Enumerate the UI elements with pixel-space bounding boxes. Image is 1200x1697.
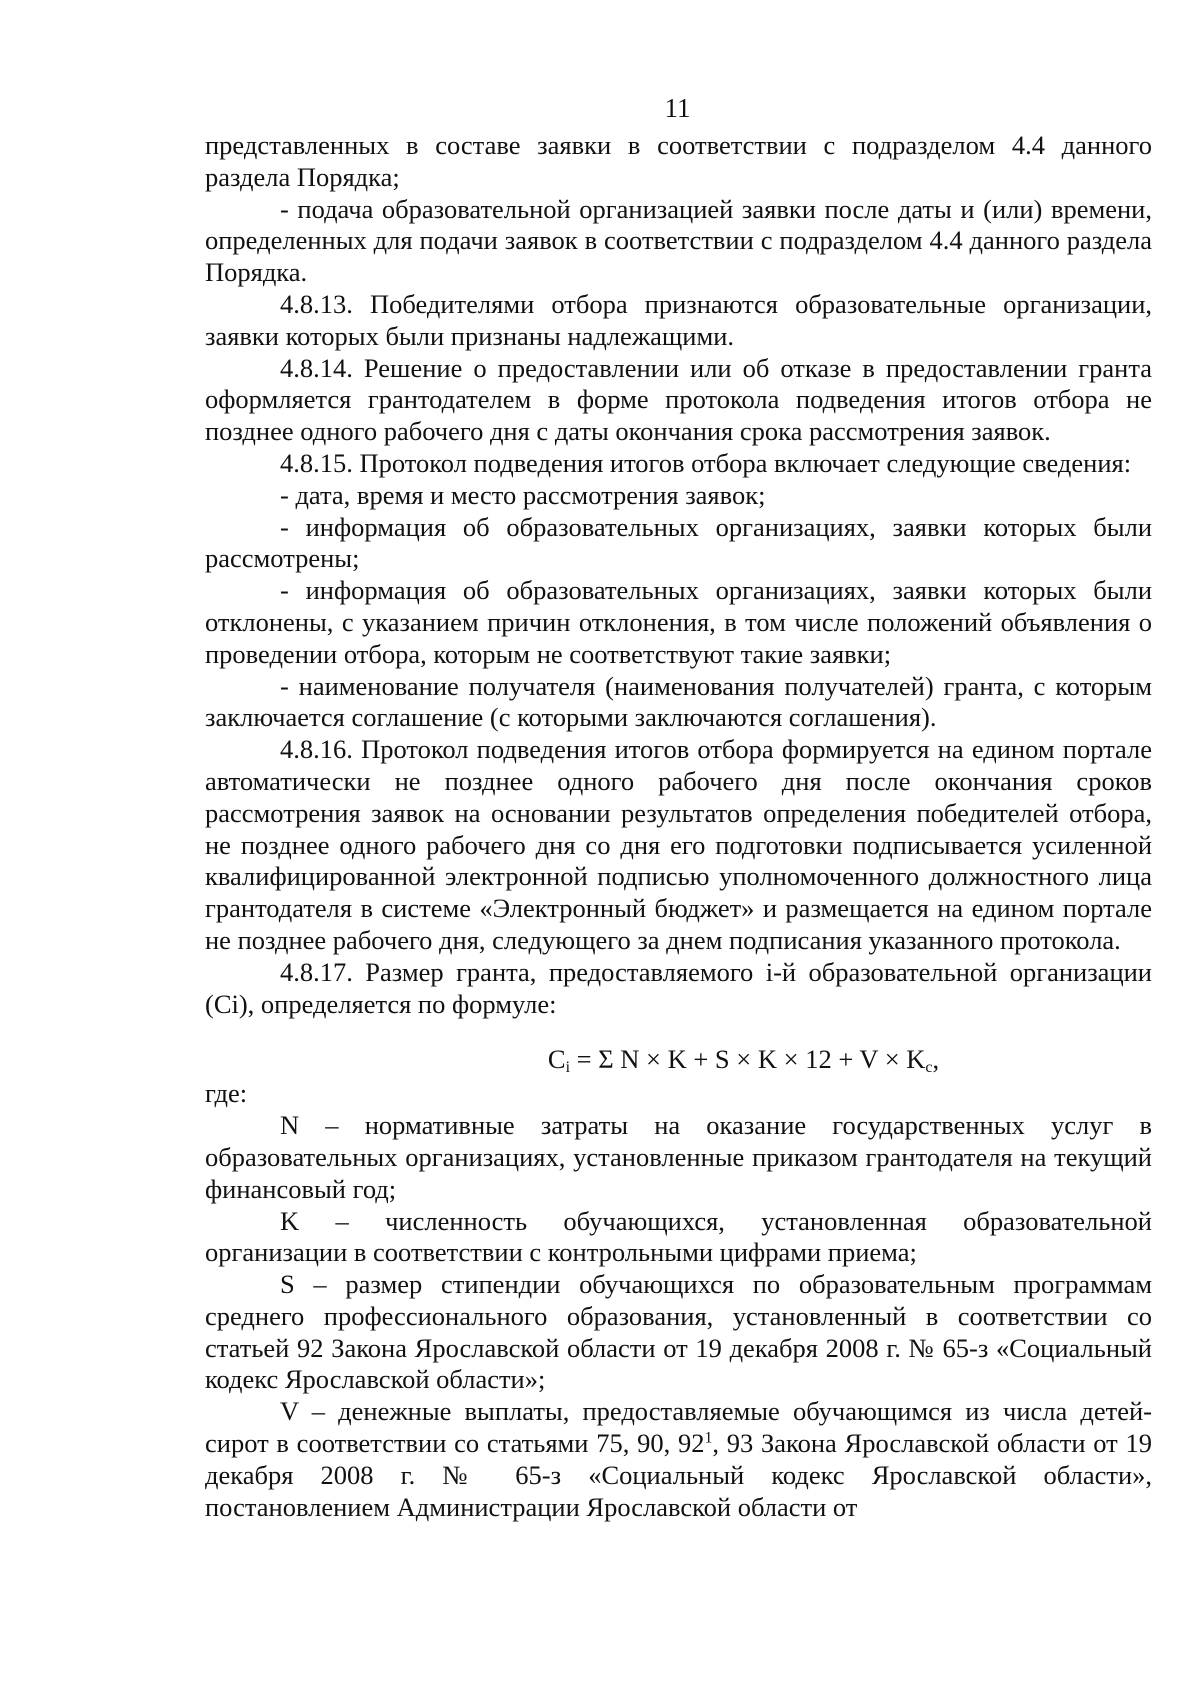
definition-v-text-start: V – денежные выплаты, предоставляемые обучающимся из числа детей-сирот в соответствии со статьями 75, 90, 92	[205, 1396, 1152, 1459]
paragraph: - подача образовательной организацией заявки после даты и (или) времени, определенных для подачи заявок в соответствии с подразделом 4.4 данного раздела Порядка.	[205, 193, 1152, 288]
formula-tail: ,	[932, 1044, 940, 1075]
page-number: 11	[664, 93, 691, 123]
list-item: - информация об образовательных организациях, заявки которых были рассмотрены;	[205, 511, 1152, 574]
paragraph-4-8-17: 4.8.17. Размер гранта, предоставляемого i-й образовательной организации (Ci), определяется по формуле:	[205, 956, 1152, 1019]
document-body	[205, 130, 1152, 1523]
list-item: - дата, время и место рассмотрения заявок;	[280, 479, 766, 510]
definition-s: S – размер стипендии обучающихся по образовательным программам среднего профессионального образования, установленный в соответствии со статьей 92 Закона Ярославской области от 19 декабря 2008 г. № 65-з «Социальный кодекс Ярославской области»;	[205, 1269, 1152, 1395]
definition-k: K – численность обучающихся, установленная образовательной организации в соответствии с контрольными цифрами приема;	[205, 1205, 1152, 1268]
list-item: - наименование получателя (наименования получателей) гранта, с которым заключается соглашение (с которыми заключаются соглашения).	[205, 670, 1152, 733]
list-item: - информация об образовательных организациях, заявки которых были отклонены, с указанием причин отклонения, в том числе положений объявления о проведении отбора, которым не соответствуют такие заявки;	[205, 575, 1152, 669]
formula-rhs: = Σ N × K + S × K × 12 + V × K	[570, 1044, 926, 1075]
paragraph-4-8-15: 4.8.15. Протокол подведения итогов отбора включает следующие сведения:	[280, 447, 1132, 478]
where-label: где:	[205, 1078, 248, 1109]
paragraph-4-8-16: 4.8.16. Протокол подведения итогов отбора формируется на едином портале автоматически не позднее одного рабочего дня после окончания сроков рассмотрения заявок на основании результатов определения победителей отбора, не позднее одного рабочего дня со дня его подготовки подписывается усиленной квалифицированной электронной подписью уполномоченного должностного лица грантодателя в системе «Электронный бюджет» и размещается на едином портале не позднее рабочего дня, следующего за днем подписания указанного протокола.	[205, 734, 1152, 955]
formula-lhs: C	[547, 1044, 566, 1075]
paragraph: представленных в составе заявки в соответствии с подразделом 4.4 данного раздела Порядка;	[205, 130, 1152, 192]
definition-n: N – нормативные затраты на оказание государственных услуг в образовательных организациях, установленные приказом грантодателя на текущий финансовый год;	[205, 1110, 1152, 1204]
paragraph-4-8-13: 4.8.13. Победителями отбора признаются образовательные организации, заявки которых были признаны надлежащими.	[205, 288, 1152, 351]
footnote-superscript: 1	[704, 1429, 713, 1447]
grant-formula	[205, 1042, 1152, 1076]
formula-lhs-subscript: i	[565, 1059, 571, 1077]
definition-v	[205, 1396, 1152, 1523]
formula-rhs-subscript: c	[925, 1059, 933, 1077]
paragraph-4-8-14: 4.8.14. Решение о предоставлении или об отказе в предоставлении гранта оформляется грантодателем в форме протокола подведения итогов отбора не позднее одного рабочего дня с даты окончания срока рассмотрения заявок.	[205, 352, 1152, 447]
definition-v-text-end: , 93 Закона Ярославской области от 19 декабря 2008 г. № 65-з «Социальный кодекс Ярославской области», постановлением Администрации Ярославской области от	[205, 1428, 1152, 1522]
